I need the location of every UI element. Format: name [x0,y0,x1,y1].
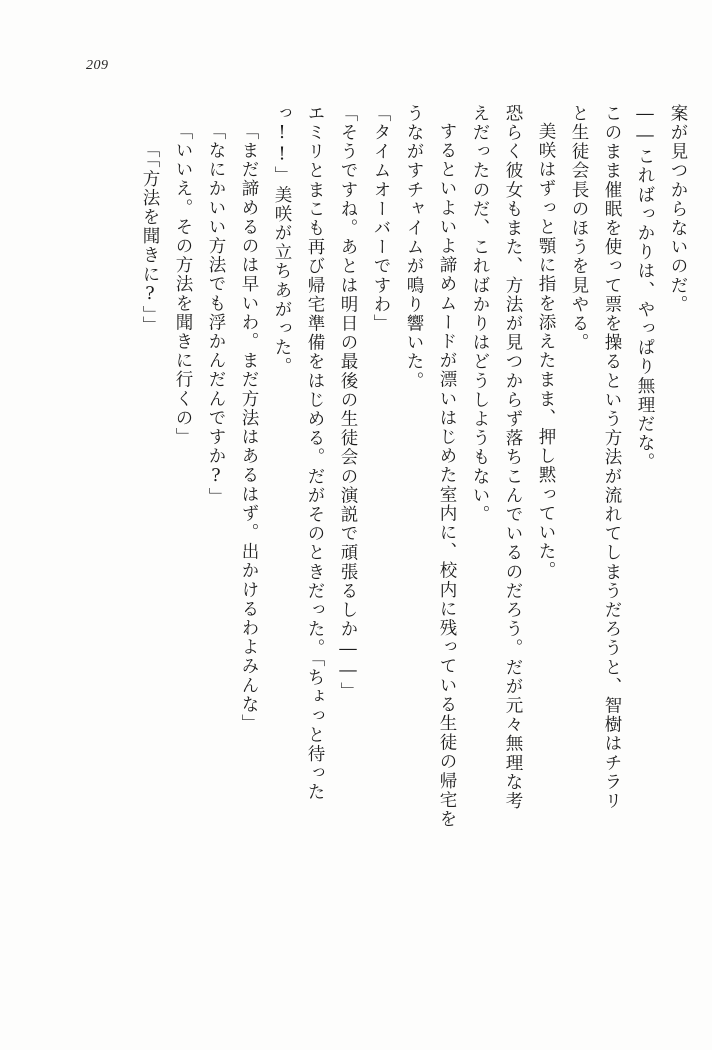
text-line: するといよいよ諦めムードが漂いはじめた室内に、校内に残っている生徒の帰宅を [437,122,457,829]
text-line: うながすチャイムが鳴り響いた。 [404,104,424,391]
text-line: 「まだ諦めるのは早いわ。まだ方法はあるはず。出かけるわよみんな」 [239,122,259,734]
text-line: 「タイムオーバーですわ」 [371,104,391,334]
text-line: このまま催眠を使って票を操るという方法が流れてしまうだろうと、智樹はチラリ [602,104,622,811]
text-line: ――こればっかりは、やっぱり無理だな。 [635,104,655,472]
text-line: 美咲はずっと顎に指を添えたまま、押し黙っていた。 [536,122,556,581]
text-line: 「「方法を聞きに?」」 [140,140,160,336]
text-line: 案が見つからないのだ。 [668,104,688,315]
text-line: エミリとまこも再び帰宅準備をはじめる。だがそのときだった。「ちょっと待った [305,104,325,802]
text-line: 「なにかいい方法でも浮かんだんですか?」 [206,122,226,507]
page-number: 209 [86,58,109,73]
text-line: っ!!」美咲が立ちあがった。 [272,104,292,377]
text-line: 恐らく彼女もまた、方法が見つからず落ちこんでいるのだろう。だが元々無理な考 [503,104,523,811]
text-line: えだったのだ、こればかりはどうしようもない。 [470,104,490,525]
page-text-body [48,104,686,1004]
text-line: と生徒会長のほうを見やる。 [569,104,589,353]
text-line: 「いいえ。その方法を聞きに行くの」 [173,122,193,447]
text-line: 「そうですね。あとは明日の最後の生徒会の演説で頑張るしか――」 [338,104,358,702]
